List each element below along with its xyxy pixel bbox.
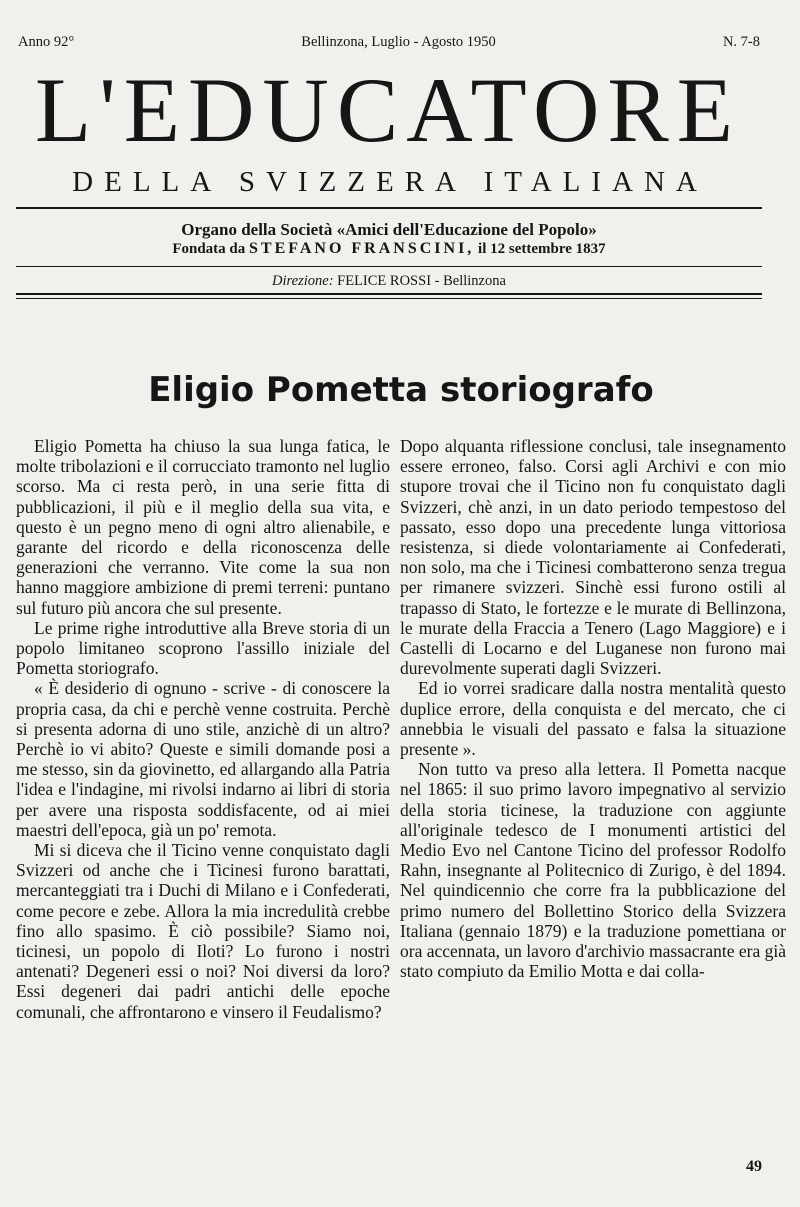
- director-name: FELICE ROSSI: [337, 273, 432, 289]
- founded-prefix: Fondata da: [172, 241, 246, 257]
- masthead-title: L'EDUCATORE: [35, 59, 741, 161]
- founded-date: il 12 settembre 1837: [478, 241, 606, 257]
- director-place: - Bellinzona: [434, 273, 506, 289]
- founder-name: STEFANO FRANSCINI,: [249, 240, 475, 257]
- volume-label: Anno 92°: [18, 34, 75, 50]
- place-date: Bellinzona, Luglio - Agosto 1950: [301, 34, 496, 50]
- paragraph: Eligio Pometta ha chiuso la sua lunga fatica, le molte tribolazioni e il corrucciato tramonto nel luglio scorso. Ma ci resta però, in una serie fitta di pubblicazioni, il più e il meglio della sua vita, e questo è un pegno meno di ogni altro alienabile, e garante del ricordo e della riconoscenza delle generazioni che verranno. Vite come la sua non hanno maggiore ambizione di premi terreni: puntano sul futuro più ancora che sul presente.: [16, 436, 390, 618]
- paragraph: Le prime righe introduttive alla Breve storia di un popolo limitaneo scoprono l'assillo iniziale del Pometta storiografo.: [16, 617, 390, 679]
- article-column-right: [400, 436, 786, 981]
- direction-label: Direzione:: [272, 273, 334, 289]
- paragraph: Non tutto va preso alla lettera. Il Pometta nacque nel 1865: il suo primo lavoro impegnativo al servizio della storia ticinese, la traduzione con aggiunte all'originale tedesco de I monumenti artistici del Medio Evo nel Cantone Ticino del professor Rodolfo Rahn, insegnante al Politecnico di Zurigo, è del 1894. Nel quindicennio che corre fra la pubblicazione del primo numero del Bollettino Storico della Svizzera Italiana (gennaio 1879) e la traduzione pomettiana or ora accennata, un lavoro d'archivio massacrante era già stato compiuto da Emilio Motta e dai colla-: [400, 759, 787, 982]
- paragraph: Mi si diceva che il Ticino venne conquistato dagli Svizzeri od anche che i Ticinesi furono barattati, mercanteggiati tra i Duchi di Milano e i Confederati, come pecore e zebe. Allora la mia incredulità crebbe fino allo spasimo. È ciò possibile? Siamo noi, ticinesi, un popolo di Iloti? Lo furono i nostri antenati? Degeneri essi o noi? Noi diversi da loro? Essi degeneri dai padri antichi delle epoche comunali, che affrontarono e vinsero il Feudalismo?: [16, 840, 390, 1022]
- page-number: 49: [746, 1158, 762, 1175]
- header-rule-mid: [16, 266, 762, 267]
- masthead-subtitle: DELLA SVIZZERA ITALIANA: [72, 166, 708, 198]
- direction-line: [16, 273, 762, 290]
- header-rule-bottom-2: [16, 298, 762, 299]
- running-header: [18, 34, 760, 51]
- founded-line: [16, 240, 762, 258]
- issue-number: N. 7-8: [722, 34, 760, 50]
- paragraph: « È desiderio di ognuno - scrive - di conoscere la propria casa, da chi e perchè venne costruita. Perchè si presenta adorna di uno stile, anzichè di un altro? Perchè io vi abito? Queste e simili domande posi a me stesso, sin da giovinetto, ed allargando alla Patria l'idea e l'indagine, mi rivolsi indarno ai libri di storia per avere una risposta soddisfacente, od ai miei maestri dell'epoca, già un po' remota.: [16, 678, 390, 840]
- organ-line: Organo della Società «Amici dell'Educazione del Popolo»: [181, 220, 597, 239]
- masthead-rule: [16, 207, 762, 209]
- header-rule-bottom-1: [16, 293, 762, 295]
- paragraph: Dopo alquanta riflessione conclusi, tale insegnamento essere erroneo, falso. Corsi agli Archivi e con mio stupore trovai che il Ticino non fu conquistato dagli Svizzeri, chè anzi, in un dato periodo tempestoso del passato, esso dopo una precedente lunga vittoriosa resistenza, si diede volontariamente ai Confederati, non solo, ma che i Ticinesi combatterono senza tregua per rimanere svizzeri. Sinchè essi furono ostili al trapasso di Stato, le fortezze e le murate di Bellinzona, le murate della Fraccia a Tenero (Lago Maggiore) e i Castelli di Locarno e del Luganese non furono mai durevolmente superati dagli Svizzeri.: [400, 436, 786, 679]
- article-title: Eligio Pometta storiografo: [148, 370, 654, 410]
- paragraph: Ed io vorrei sradicare dalla nostra mentalità questo duplice errore, della conquista e del mercato, che ci annebbia le visuali del passato e falsa la situazione presente ».: [400, 678, 786, 760]
- article-column-left: [16, 436, 390, 1022]
